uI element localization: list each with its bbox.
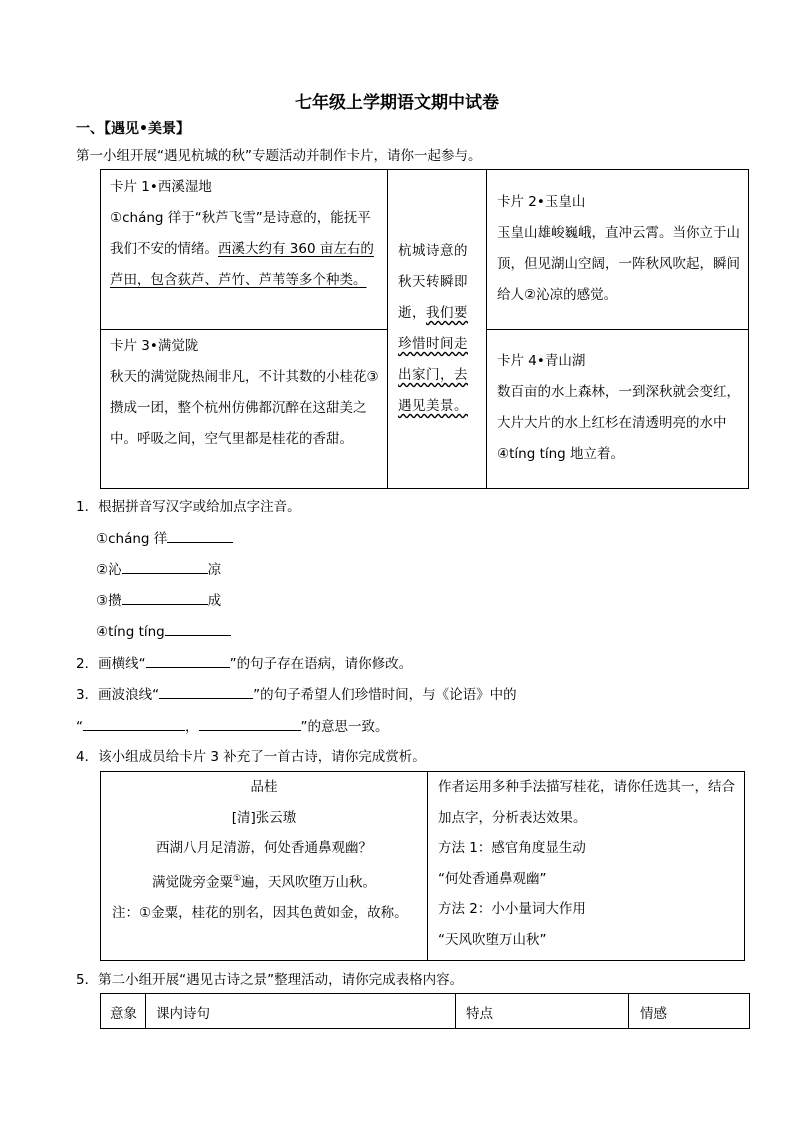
q1-item-d-blank[interactable] — [165, 621, 231, 636]
q2-blank[interactable] — [146, 653, 230, 668]
table-header-emotion: 情感 — [640, 1006, 667, 1022]
q1-item-a — [96, 527, 233, 547]
q1-item-c-suffix: 成 — [207, 593, 222, 609]
q1-item-c-label: ③攒 — [96, 593, 122, 609]
section-heading: 一、【遇见•美景】 — [76, 121, 190, 137]
card-2 — [497, 187, 749, 311]
q1-item-d — [96, 621, 231, 640]
q3-line-1 — [76, 683, 517, 703]
intro-text: 第一小组开展“遇见杭城的秋”专题活动并制作卡片，请你一起参与。 — [76, 148, 482, 164]
q2-prefix: 2．画横线“ — [76, 656, 146, 672]
table-header-poem-lines: 课内诗句 — [156, 1006, 210, 1022]
poem-author: [清]张云璈 — [231, 809, 297, 826]
table-header-imagery: 意象 — [110, 1006, 137, 1022]
poem-title: 品桂 — [250, 779, 278, 795]
q2 — [76, 652, 412, 672]
card-1 — [110, 172, 382, 296]
q1-item-b-blank[interactable] — [122, 559, 208, 574]
q3-suffix: ”的句子希望人们珍惜时间，与《论语》中的 — [253, 687, 517, 703]
method-2-quote: “天风吹堕万山秋” — [438, 931, 547, 948]
q3-blank-1[interactable] — [159, 684, 253, 699]
q3-open-quote: “ — [76, 719, 83, 735]
q1-item-d-label: ④tíng tíng — [96, 624, 165, 640]
q3-line-2 — [76, 715, 389, 735]
q1-item-c — [96, 589, 221, 609]
card-2-body: 玉皇山雄峻巍峨，直冲云霄。当你立于山顶，但见湖山空阔，一阵秋风吹起，瞬间给人②沁凉的感觉。 — [497, 225, 740, 303]
middle-wavy-text: 我们要珍惜时间走出家门，去遇见美景。 — [398, 305, 468, 414]
card-3-body: 秋天的满觉陇热闹非凡，不计其数的小桂花③攒成一团，整个杭州仿佛都沉醉在这甜美之中。呼吸之间，空气里都是桂花的香甜。 — [110, 369, 379, 447]
poem-line-2 — [102, 864, 426, 898]
method-1: 方法 1：感官角度显生动 — [438, 840, 586, 856]
q1-stem: 1．根据拼音写汉字或给加点字注音。 — [76, 499, 301, 515]
card-1-sentence-2-underlined: 西溪大约有 360 亩左右的芦田，包含荻芦、芦竹、芦苇等多个种类。 — [110, 241, 374, 288]
q3-blank-3[interactable] — [199, 716, 301, 731]
poem-line-2b: 遍，天风吹堕万山秋。 — [241, 874, 377, 890]
card-4-body: 数百亩的水上森林，一到深秋就会变红，大片大片的水上红杉在清透明亮的水中④tíng tíng 地立着。 — [497, 384, 740, 462]
card-3 — [110, 331, 384, 455]
q3-blank-2[interactable] — [83, 716, 185, 731]
q1-item-b-label: ②沁 — [96, 562, 122, 578]
poem-footnote-marker: ① — [232, 873, 242, 884]
q3-close: ”的意思一致。 — [300, 719, 389, 735]
q5-stem: 5．第二小组开展“遇见古诗之景”整理活动，请你完成表格内容。 — [76, 972, 464, 988]
analysis-cell — [438, 772, 740, 955]
card-1-heading: 卡片 1•西溪湿地 — [110, 179, 212, 195]
method-1-quote: “何处香通鼻观幽” — [438, 870, 547, 887]
q1-item-b-suffix: 凉 — [207, 562, 222, 578]
card-4 — [497, 346, 749, 470]
q1-item-b — [96, 558, 221, 578]
card-2-heading: 卡片 2•玉皇山 — [497, 194, 586, 210]
page-title: 七年级上学期语文期中试卷 — [295, 93, 499, 113]
table-header-features: 特点 — [466, 1006, 493, 1022]
card-middle — [398, 236, 478, 422]
poem-note: 注：①金粟，桂花的别名，因其色黄如金，故称。 — [112, 905, 408, 921]
poem-line-2a: 满觉陇旁金粟 — [151, 874, 233, 890]
q2-suffix: ”的句子存在语病，请你修改。 — [229, 656, 413, 672]
q3-prefix: 3．画波浪线“ — [76, 687, 160, 703]
q1-item-a-label: ①cháng 徉 — [96, 531, 168, 547]
middle-text: 杭城诗意的秋天转瞬即逝， — [398, 243, 468, 321]
q3-comma: ， — [185, 719, 199, 735]
card-4-heading: 卡片 4•青山湖 — [497, 353, 586, 369]
card-3-heading: 卡片 3•满觉陇 — [110, 338, 199, 354]
card-1-sentence-1: ①cháng 徉于“秋芦飞雪”是诗意的，能抚平我们不安的情绪。 — [110, 210, 371, 257]
q1-item-a-blank[interactable] — [167, 528, 233, 543]
q4-stem: 4．该小组成员给卡片 3 补充了一首古诗，请你完成赏析。 — [76, 749, 426, 765]
analysis-instruction: 作者运用多种手法描写桂花，请你任选其一，结合加点字，分析表达效果。 — [438, 779, 735, 826]
method-2: 方法 2：小小量词大作用 — [438, 901, 586, 917]
poem-cell — [102, 772, 426, 898]
q1-item-c-blank[interactable] — [122, 590, 208, 605]
poem-line-1: 西湖八月足清游，何处香通鼻观幽？ — [156, 840, 372, 856]
